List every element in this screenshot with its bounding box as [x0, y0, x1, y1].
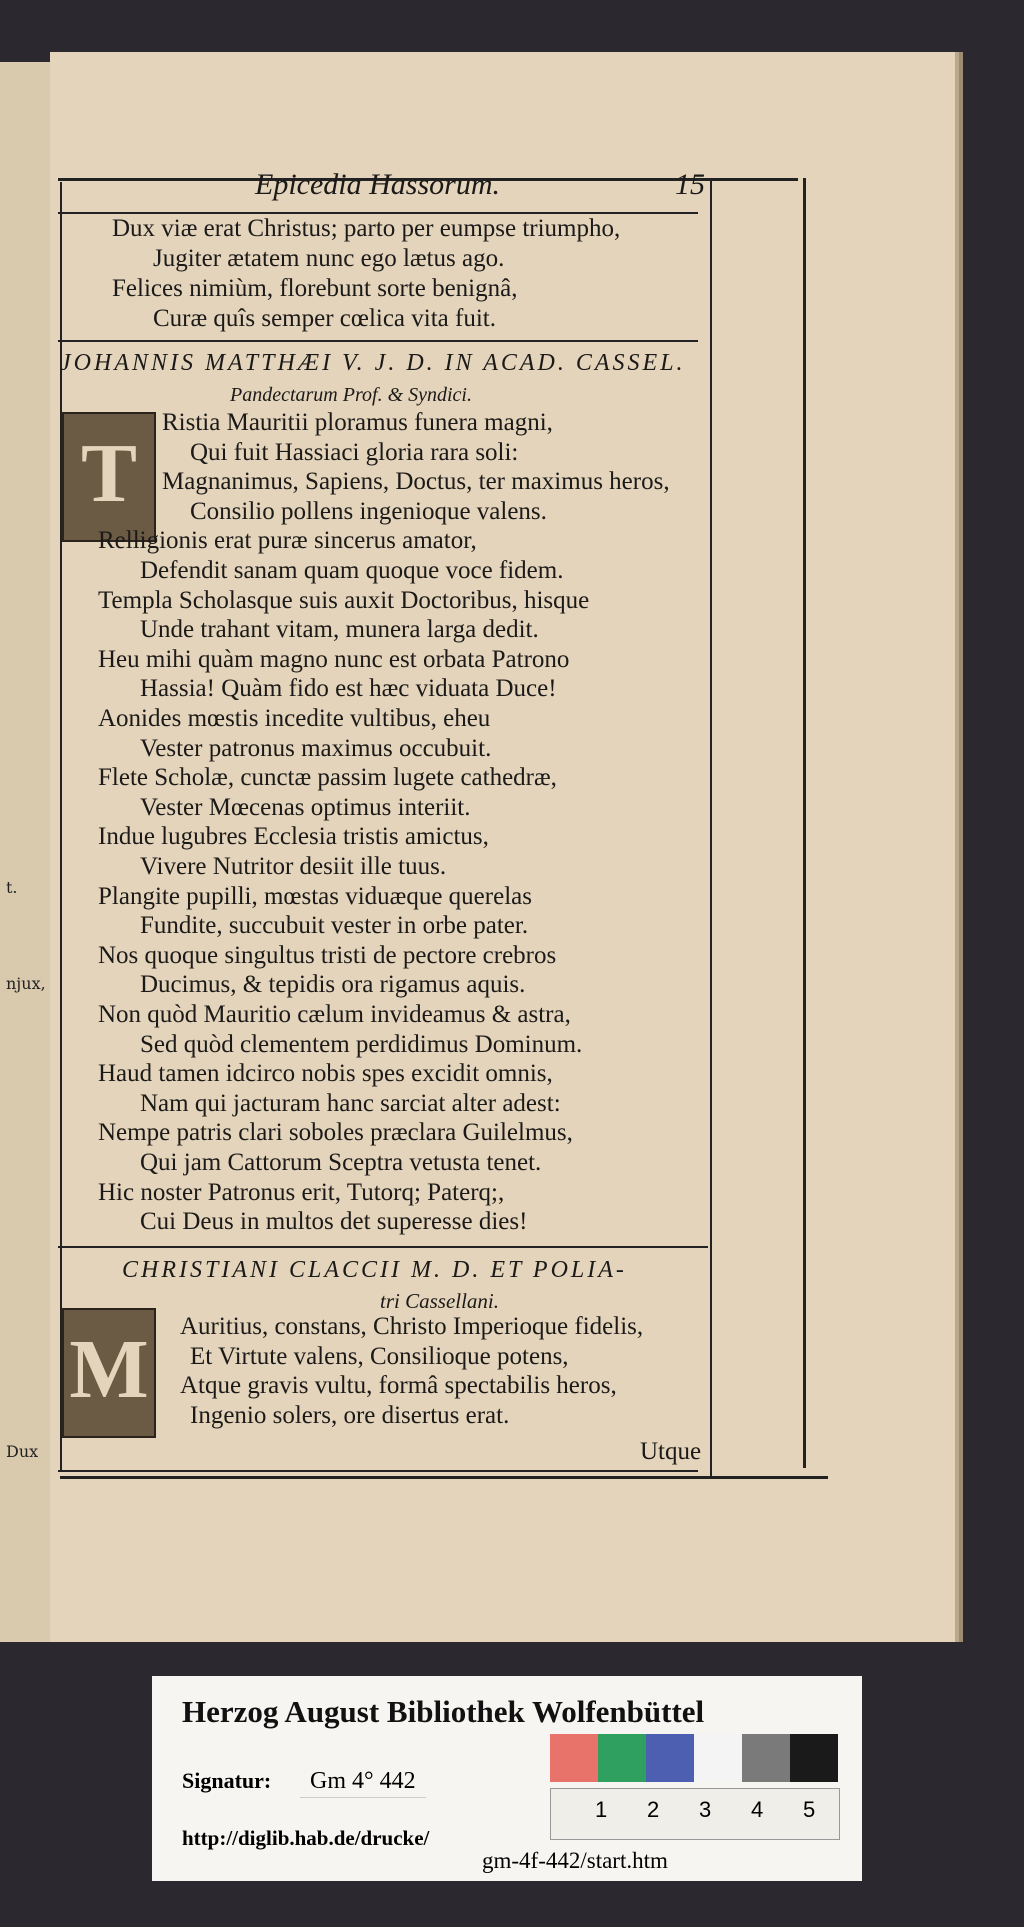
- verse-line: Felices nimiùm, florebunt sorte benignâ,: [112, 275, 518, 302]
- outer-rule-right: [803, 178, 806, 1468]
- verse-line: Auritius, constans, Christo Imperioque fidelis,: [180, 1313, 644, 1340]
- rule: [58, 212, 698, 214]
- color-swatch: [742, 1734, 790, 1782]
- page-number: 15: [675, 168, 705, 201]
- library-start-path[interactable]: gm-4f-442/start.htm: [482, 1848, 668, 1873]
- verse-line: Ducimus, & tepidis ora rigamus aquis.: [140, 971, 526, 999]
- color-swatch: [646, 1734, 694, 1782]
- signatur-label: Signatur:: [182, 1768, 272, 1793]
- color-checker: [550, 1734, 838, 1782]
- verse-line: Sed quòd clementem perdidimus Dominum.: [140, 1030, 583, 1058]
- section-rule: [58, 340, 698, 342]
- library-url[interactable]: http://diglib.hab.de/drucke/: [182, 1826, 430, 1850]
- ruler-number: 2: [647, 1797, 660, 1822]
- verse-line: Flete Scholæ, cunctæ passim lugete cathedræ,: [98, 764, 557, 792]
- inner-rule-right: [710, 178, 712, 1478]
- verse-line: Hassia! Quàm fido est hæc viduata Duce!: [140, 675, 557, 703]
- color-swatch: [550, 1734, 598, 1782]
- decorated-initial-M: M: [62, 1308, 156, 1438]
- facing-page-edge: [0, 62, 54, 1642]
- verse-line: Vivere Nutritor desiit ille tuus.: [140, 853, 447, 880]
- verse-line: Haud tamen idcirco nobis spes excidit omnis,: [98, 1060, 553, 1088]
- verse-line: Indue lugubres Ecclesia tristis amictus,: [98, 823, 489, 851]
- color-swatch: [790, 1734, 838, 1782]
- color-swatch: [694, 1734, 742, 1782]
- poem1-subheading: Pandectarum Prof. & Syndici.: [230, 384, 472, 406]
- verse-line: Relligionis erat puræ sincerus amator,: [98, 527, 477, 555]
- verse-line: Aonides mœstis incedite vultibus, eheu: [98, 705, 491, 732]
- library-label: [152, 1676, 862, 1881]
- verse-line: Vester patronus maximus occubuit.: [140, 734, 492, 762]
- verse-line: Qui jam Cattorum Sceptra vetusta tenet.: [140, 1149, 542, 1176]
- verse-line: Ingenio solers, ore disertus erat.: [190, 1401, 510, 1429]
- ruler-number: 5: [803, 1797, 816, 1822]
- verse-line: Et Virtute valens, Consilioque potens,: [190, 1342, 569, 1370]
- verse-line: Curæ quîs semper cœlica vita fuit.: [153, 305, 496, 332]
- color-swatch: [598, 1734, 646, 1782]
- verse-line: Fundite, succubuit vester in orbe pater.: [140, 912, 529, 940]
- verse-line: Nempe patris clari soboles præclara Guilelmus,: [98, 1119, 573, 1147]
- verse-line: Defendit sanam quam quoque voce fidem.: [140, 557, 564, 584]
- verse-line: Heu mihi quàm magno nunc est orbata Patrono: [98, 645, 570, 673]
- decorated-initial-T: T: [62, 412, 156, 542]
- verse-line: Non quòd Mauritio cælum invideamus & astra,: [98, 1001, 571, 1028]
- facing-fragment: t.: [6, 878, 18, 897]
- verse-line: Jugiter ætatem nunc ego lætus ago.: [153, 245, 505, 272]
- poem2-heading: CHRISTIANI CLACCII M. D. ET POLIA-: [122, 1257, 627, 1283]
- signatur-value: Gm 4° 442: [300, 1766, 426, 1798]
- verse-line: Templa Scholasque suis auxit Doctoribus, hisque: [98, 586, 590, 614]
- section-rule: [58, 1246, 708, 1248]
- poem2-heading-cont: tri Cassellani.: [380, 1289, 500, 1313]
- verse-line: Cui Deus in multos det superesse dies!: [140, 1208, 528, 1236]
- verse-line: Qui fuit Hassiaci gloria rara soli:: [190, 438, 519, 466]
- verse-line: Dux viæ erat Christus; parto per eumpse triumpho,: [112, 215, 621, 242]
- running-title: Epicedia Hassorum.: [255, 168, 500, 201]
- verse-line: Atque gravis vultu, formâ spectabilis heros,: [180, 1372, 617, 1399]
- verse-line: Nos quoque singultus tristi de pectore crebros: [98, 941, 557, 969]
- facing-fragment: njux,: [6, 974, 46, 993]
- verse-line: Unde trahant vitam, munera larga dedit.: [140, 616, 539, 644]
- verse-line: Consilio pollens ingenioque valens.: [190, 497, 547, 525]
- verse-line: Hic noster Patronus erit, Tutorq; Paterq;,: [98, 1178, 505, 1206]
- verse-line: Magnanimus, Sapiens, Doctus, ter maximus heros,: [162, 468, 670, 496]
- bottom-rule: [58, 1470, 698, 1472]
- library-name: Herzog August Bibliothek Wolfenbüttel: [182, 1694, 705, 1729]
- bottom-rule-thick: [60, 1476, 828, 1479]
- catchword: Utque: [640, 1438, 702, 1465]
- ruler-number: 1: [595, 1797, 608, 1822]
- poem1-heading: JOHANNIS MATTHÆI V. J. D. IN ACAD. CASSEL.: [60, 350, 686, 376]
- ruler-number: 4: [751, 1797, 764, 1822]
- scale-ruler: [550, 1788, 840, 1840]
- verse-line: Nam qui jacturam hanc sarciat alter adest:: [140, 1089, 561, 1117]
- verse-line: Plangite pupilli, mœstas viduæque querelas: [98, 882, 532, 910]
- verse-line: Vester Mœcenas optimus interiit.: [140, 793, 471, 821]
- facing-fragment: Dux: [6, 1442, 39, 1461]
- ruler-number: 3: [699, 1797, 712, 1822]
- book-page: [50, 52, 955, 1642]
- verse-line: Ristia Mauritii ploramus funera magni,: [162, 409, 553, 436]
